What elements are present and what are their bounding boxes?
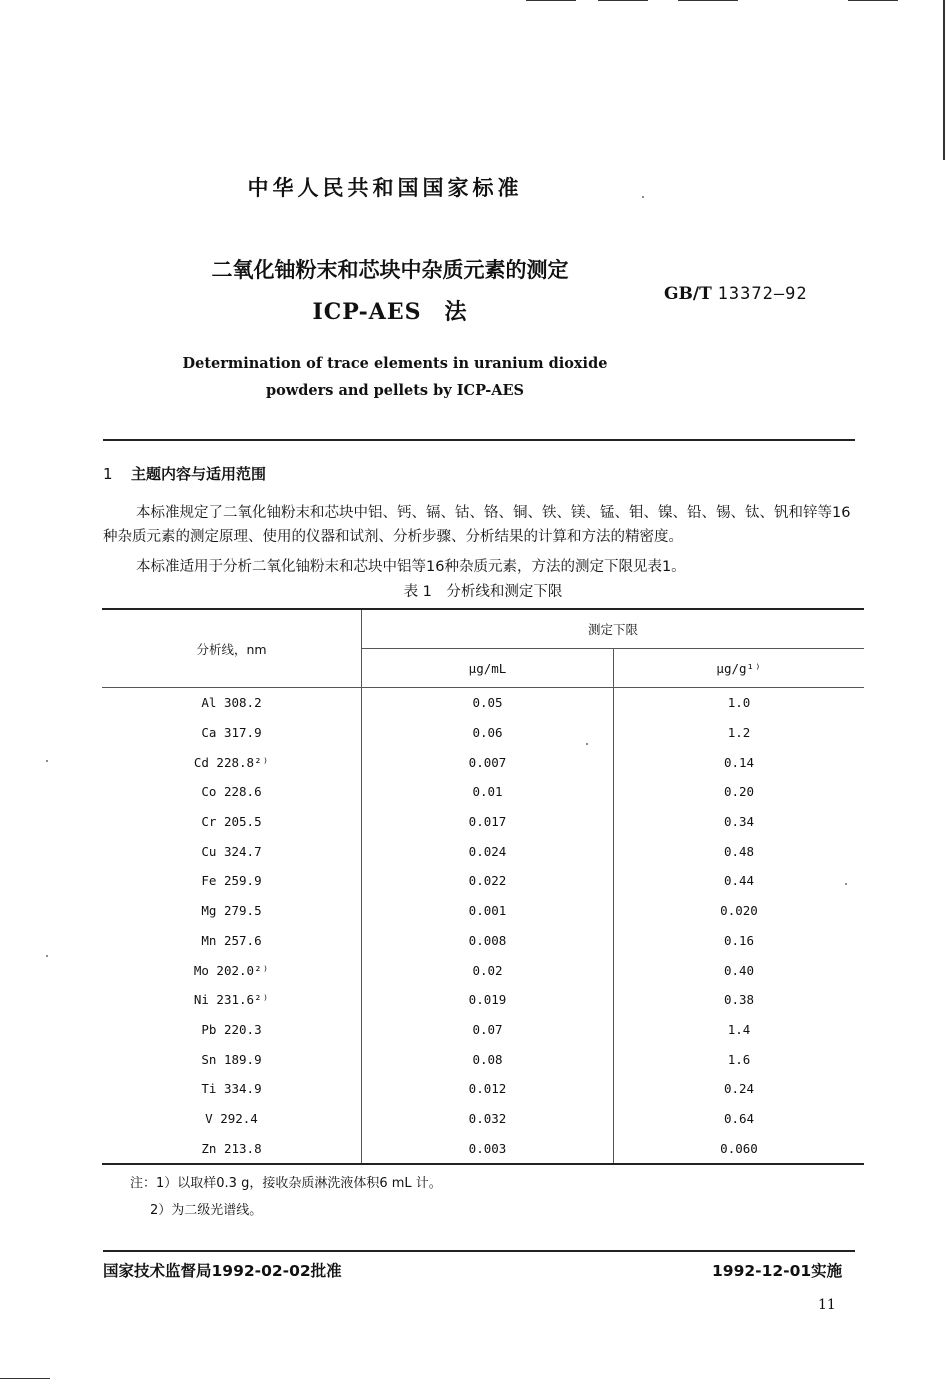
cell-analysis-line: Sn 189.9: [201, 1051, 262, 1067]
table-row: [102, 866, 864, 896]
header-analysis-line: 分析线，nm: [102, 609, 362, 688]
title-divider: [103, 439, 855, 441]
footer-divider: [103, 1250, 855, 1252]
table-row: [102, 688, 864, 718]
table-note-2: 2）为二级光谱线。: [150, 1203, 263, 1218]
cell-ug-per-ml: 0.032: [362, 1104, 614, 1134]
standard-code-number: 13372—92: [717, 284, 808, 304]
cell-ug-per-g: 1.4: [614, 1015, 865, 1045]
cell-analysis-line: Mo 202.0²⁾: [193, 962, 270, 978]
cell-ug-per-ml: 0.022: [362, 866, 614, 896]
cell-analysis-line: V 292.4: [205, 1110, 258, 1126]
cell-analysis-line: Ca 317.9: [201, 725, 262, 741]
paragraph-applicability: 本标准适用于分析二氧化铀粉末和芯块中铝等16种杂质元素，方法的测定下限见表1。: [136, 559, 686, 575]
cell-analysis-line: Pb 220.3: [201, 1021, 262, 1037]
scan-speck: [642, 196, 644, 198]
table-row: [102, 1074, 864, 1104]
standard-code: [664, 284, 808, 304]
scan-artifact: [598, 0, 648, 1]
cell-analysis-line: Ti 334.9: [201, 1081, 262, 1097]
header-ug-per-ml: μg/mL: [362, 649, 614, 688]
cell-analysis-line: Ni 231.6²⁾: [193, 992, 270, 1008]
table-row: [102, 1015, 864, 1045]
cell-ug-per-g: 0.40: [614, 955, 865, 985]
cell-ug-per-g: 0.44: [614, 866, 865, 896]
cell-ug-per-g: 0.20: [614, 777, 865, 807]
cell-analysis-line: Mg 279.5: [201, 903, 262, 919]
cell-ug-per-ml: 0.07: [362, 1015, 614, 1045]
effective-date: 1992-12-01实施: [712, 1262, 843, 1280]
cell-ug-per-g: 0.34: [614, 807, 865, 837]
cell-ug-per-g: 0.38: [614, 985, 865, 1015]
cell-analysis-line: Co 228.6: [201, 784, 262, 800]
scan-artifact: [943, 0, 945, 160]
approval-date: 国家技术监督局1992-02-02批准: [103, 1262, 342, 1280]
cell-ug-per-g: 0.64: [614, 1104, 865, 1134]
scan-speck: [586, 743, 588, 745]
section-heading: [103, 463, 266, 484]
table-row: [102, 777, 864, 807]
table-row: [102, 1044, 864, 1074]
detection-limit-table: [102, 608, 864, 1165]
cell-ug-per-ml: 0.08: [362, 1044, 614, 1074]
scan-artifact: [678, 0, 738, 1]
cell-ug-per-g: 1.0: [614, 688, 865, 718]
scan-speck: [845, 883, 847, 885]
standard-code-prefix: GB/T: [664, 284, 712, 304]
header-detection-limit: 测定下限: [362, 609, 865, 649]
cell-ug-per-g: 0.14: [614, 747, 865, 777]
cell-ug-per-ml: 0.02: [362, 955, 614, 985]
table-row: [102, 1133, 864, 1164]
section-title: 主题内容与适用范围: [131, 465, 267, 483]
cell-ug-per-ml: 0.06: [362, 718, 614, 748]
cell-analysis-line: Zn 213.8: [102, 1133, 362, 1164]
table-row: [102, 747, 864, 777]
cell-ug-per-ml: 0.007: [362, 747, 614, 777]
cell-analysis-line: Fe 259.9: [201, 873, 262, 889]
cell-ug-per-g: 0.020: [614, 896, 865, 926]
table-caption: 表 1 分析线和测定下限: [403, 584, 563, 600]
cell-analysis-line: Mn 257.6: [201, 932, 262, 948]
cell-analysis-line: Al 308.2: [201, 695, 262, 711]
table-row: [102, 836, 864, 866]
table-row: [102, 896, 864, 926]
cell-ug-per-ml: 0.01: [362, 777, 614, 807]
page-number: 11: [818, 1297, 836, 1313]
header-ug-per-g: μg/g¹⁾: [614, 649, 865, 688]
cell-ug-per-g: 1.6: [614, 1044, 865, 1074]
cell-analysis-line: Cd 228.8²⁾: [193, 754, 270, 770]
table-row: [102, 955, 864, 985]
cell-analysis-line: Cu 324.7: [201, 843, 262, 859]
section-number: 1: [103, 465, 113, 483]
cell-ug-per-ml: 0.001: [362, 896, 614, 926]
cell-ug-per-ml: 0.05: [362, 688, 614, 718]
table-row: [102, 926, 864, 956]
cell-ug-per-ml: 0.019: [362, 985, 614, 1015]
document-title-zh: 二氧化铀粉末和芯块中杂质元素的测定: [211, 258, 569, 282]
table-row: [102, 985, 864, 1015]
title-en-line2: powders and pellets by ICP-AES: [266, 382, 524, 399]
scan-artifact: [526, 0, 576, 1]
table-row: [102, 1104, 864, 1134]
cell-ug-per-ml: 0.017: [362, 807, 614, 837]
title-en-line1: Determination of trace elements in uranium dioxide: [182, 355, 608, 372]
table-note-1: 注：1）以取样0.3 g，接收杂质淋洗液体积6 mL 计。: [130, 1176, 442, 1191]
table-row: [102, 718, 864, 748]
standard-body-heading: 中华人民共和国国家标准: [247, 176, 523, 200]
cell-ug-per-g: 0.16: [614, 926, 865, 956]
scan-artifact: [0, 1378, 50, 1379]
scan-artifact: [848, 0, 898, 1]
cell-ug-per-g: 0.48: [614, 836, 865, 866]
cell-ug-per-g: 0.060: [614, 1133, 865, 1164]
cell-ug-per-ml: 0.003: [362, 1133, 614, 1164]
cell-ug-per-ml: 0.008: [362, 926, 614, 956]
cell-ug-per-g: 0.24: [614, 1074, 865, 1104]
table-row: [102, 807, 864, 837]
paragraph-scope: 本标准规定了二氧化铀粉末和芯块中铝、钙、镉、钴、铬、铜、铁、镁、锰、钼、镍、铅、锡、钛、钒和锌等16种杂质元素的测定原理、使用的仪器和试剂、分析步骤、分析结果的计算和方法的精密度。: [103, 505, 851, 545]
cell-ug-per-ml: 0.012: [362, 1074, 614, 1104]
scan-speck: [46, 760, 48, 762]
document-title-method: ICP-AES 法: [312, 299, 468, 325]
cell-analysis-line: Cr 205.5: [201, 814, 262, 830]
document-title-en: [150, 350, 640, 404]
scan-speck: [46, 955, 48, 957]
cell-ug-per-g: 1.2: [614, 718, 865, 748]
cell-ug-per-ml: 0.024: [362, 836, 614, 866]
